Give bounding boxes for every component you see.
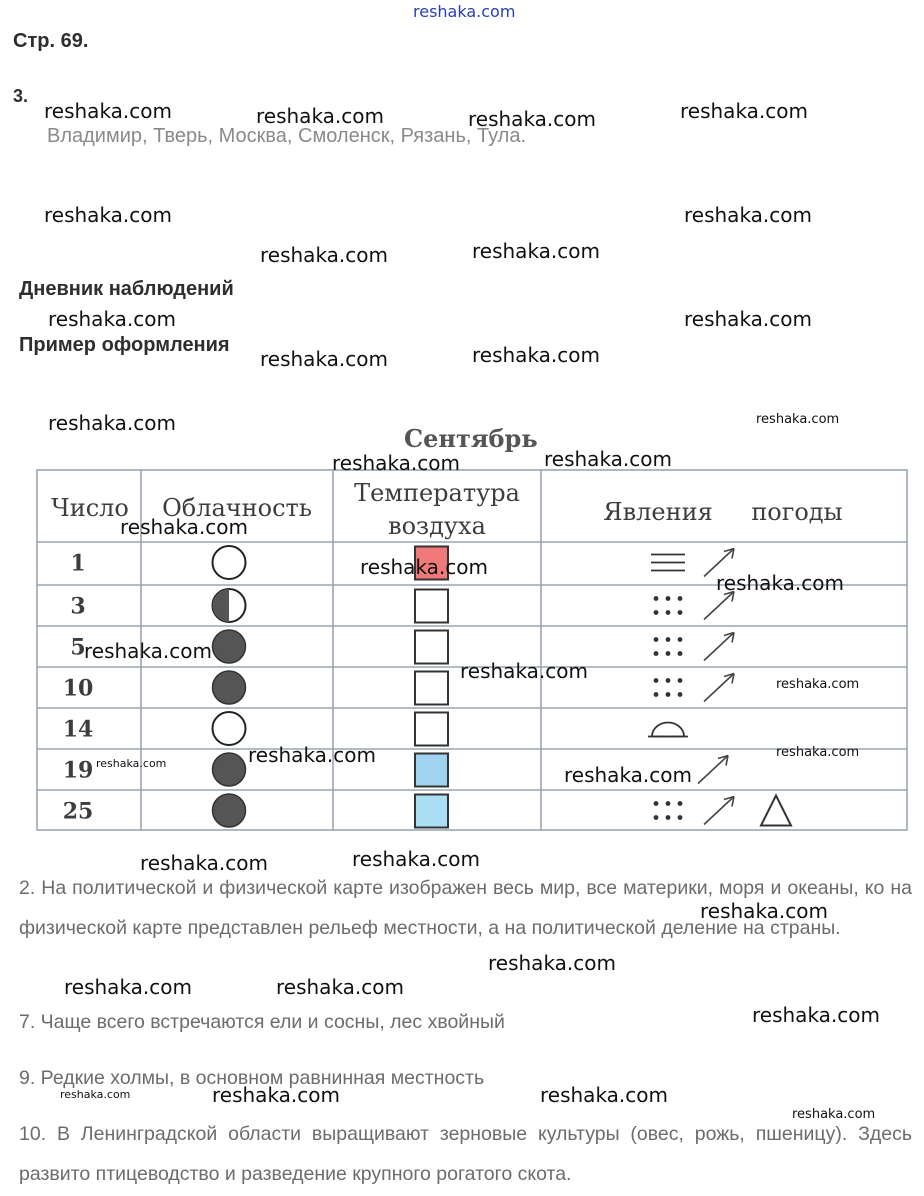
temperature-square (415, 631, 448, 664)
header-date: Число (51, 494, 129, 522)
watermark: reshaka.com (96, 757, 167, 770)
table-row (63, 671, 734, 705)
overcast-icon (213, 794, 246, 827)
rain-dot (666, 596, 671, 601)
rain-dot (654, 801, 659, 806)
row-date: 10 (62, 675, 94, 702)
wind-arrow-shaft (698, 756, 728, 784)
overcast-icon (213, 630, 246, 663)
wind-arrow-icon (704, 633, 734, 661)
watermark: reshaka.com (460, 659, 588, 683)
watermark: reshaka.com (256, 104, 384, 128)
rain-dot (654, 610, 659, 615)
rain-dot (678, 815, 683, 820)
rain-dots-icon (654, 637, 683, 656)
dew-icon (652, 723, 684, 737)
rain-dot (666, 692, 671, 697)
header-phenomena: Явления (603, 498, 713, 526)
rain-dot (678, 678, 683, 683)
watermark: reshaka.com (684, 203, 812, 227)
rain-dot (654, 815, 659, 820)
diary-subheading: Пример оформления (19, 334, 230, 356)
row-date: 3 (70, 593, 86, 620)
watermark: reshaka.com (64, 975, 192, 999)
watermark: reshaka.com (472, 239, 600, 263)
row-date: 19 (62, 757, 94, 784)
rain-dot (666, 678, 671, 683)
rain-dot (654, 596, 659, 601)
temperature-square (415, 754, 448, 787)
watermark: reshaka.com (488, 951, 616, 975)
watermark: reshaka.com (752, 1003, 880, 1027)
task3-cities: Владимир, Тверь, Москва, Смоленск, Рязань, Тула. (47, 125, 527, 147)
rain-dot (654, 651, 659, 656)
table-row (63, 712, 688, 746)
diary-heading: Дневник наблюдений (19, 278, 234, 300)
watermark: reshaka.com (212, 1083, 340, 1107)
watermark: reshaka.com (60, 1088, 131, 1101)
watermark: reshaka.com (84, 639, 212, 663)
header-temperature: Температура (354, 479, 520, 507)
watermark: reshaka.com (276, 975, 404, 999)
watermark: reshaka.com (248, 743, 376, 767)
wind-arrow-shaft (704, 674, 734, 702)
rain-dot (666, 651, 671, 656)
temperature-square (415, 590, 448, 623)
row-date: 14 (62, 716, 94, 743)
clear-sky-icon (213, 712, 246, 745)
rain-dot (678, 651, 683, 656)
wind-arrow-icon (704, 797, 734, 825)
rain-dot (666, 815, 671, 820)
answer-7: 7. Чаще всего встречаются ели и сосны, лес хвойный (19, 1011, 505, 1033)
rain-dot (678, 801, 683, 806)
rain-dot (678, 692, 683, 697)
temperature-square (415, 713, 448, 746)
watermark: reshaka.com (332, 451, 460, 475)
hail-triangle-icon (761, 796, 791, 826)
header-temperature-2: воздуха (388, 512, 486, 540)
task3-number: 3. (13, 86, 29, 106)
watermark: reshaka.com (700, 899, 828, 923)
watermark: reshaka.com (472, 343, 600, 367)
partly-cloudy-fill (213, 589, 230, 622)
row-date: 1 (70, 550, 86, 577)
temperature-square (415, 795, 448, 828)
watermark: reshaka.com (140, 851, 268, 875)
watermark: reshaka.com (48, 411, 176, 435)
answer-2: 2. На политической и физической карте изображен весь мир, все материки, моря и океаны, ко на физической карте представлен рельеф местности, а на политической деление на страны. (19, 877, 912, 939)
watermark: reshaka.com (260, 243, 388, 267)
table-row (63, 794, 791, 828)
watermark: reshaka.com (564, 763, 692, 787)
rain-dot (666, 801, 671, 806)
watermark: reshaka.com (44, 99, 172, 123)
month-title: Сентябрь (404, 424, 538, 453)
wind-arrow-shaft (704, 797, 734, 825)
header-cloudiness: Облачность (162, 494, 312, 522)
answer-9: 9. Редкие холмы, в основном равнинная местность (19, 1067, 485, 1089)
rain-dot (666, 610, 671, 615)
wind-arrow-icon (704, 674, 734, 702)
watermark: reshaka.com (716, 571, 844, 595)
wind-arrow-shaft (704, 633, 734, 661)
wind-arrow-icon (704, 592, 734, 620)
rain-dot (666, 637, 671, 642)
rain-dot (654, 678, 659, 683)
watermark: reshaka.com (468, 107, 596, 131)
watermark: reshaka.com (776, 745, 860, 760)
watermark: reshaka.com (352, 847, 480, 871)
wind-arrow-icon (698, 756, 728, 784)
watermark: reshaka.com (776, 677, 860, 692)
table-row (70, 589, 734, 623)
rain-dots-icon (654, 596, 683, 615)
watermark: reshaka.com (360, 555, 488, 579)
watermark: reshaka.com (44, 203, 172, 227)
rain-dot (678, 637, 683, 642)
rain-dot (678, 596, 683, 601)
rain-dot (678, 610, 683, 615)
watermark: reshaka.com (48, 307, 176, 331)
rain-dot (654, 637, 659, 642)
watermark: reshaka.com (684, 307, 812, 331)
watermark: reshaka.com (756, 412, 840, 427)
temperature-square (415, 672, 448, 705)
overcast-icon (213, 671, 246, 704)
rain-dots-icon (654, 801, 683, 820)
watermark: reshaka.com (260, 347, 388, 371)
watermark: reshaka.com (540, 1083, 668, 1107)
watermark: reshaka.com (544, 447, 672, 471)
overcast-icon (213, 753, 246, 786)
watermark: reshaka.com (680, 99, 808, 123)
rain-dot (654, 692, 659, 697)
clear-sky-icon (213, 546, 246, 579)
watermark-top: reshaka.com (413, 2, 516, 21)
watermark: reshaka.com (792, 1107, 876, 1122)
row-date: 5 (70, 634, 86, 661)
page-label: Стр. 69. (13, 30, 89, 52)
watermark: reshaka.com (120, 515, 248, 539)
wind-arrow-shaft (704, 592, 734, 620)
rain-dots-icon (654, 678, 683, 697)
answer-10: 10. В Ленинградской области выращивают зерновые культуры (овес, рожь, пшеницу). Здесь развито птицеводство и разведение крупного рогатого скота. (19, 1123, 912, 1185)
header-phenomena-2: погоды (751, 498, 843, 526)
row-date: 25 (62, 798, 94, 825)
